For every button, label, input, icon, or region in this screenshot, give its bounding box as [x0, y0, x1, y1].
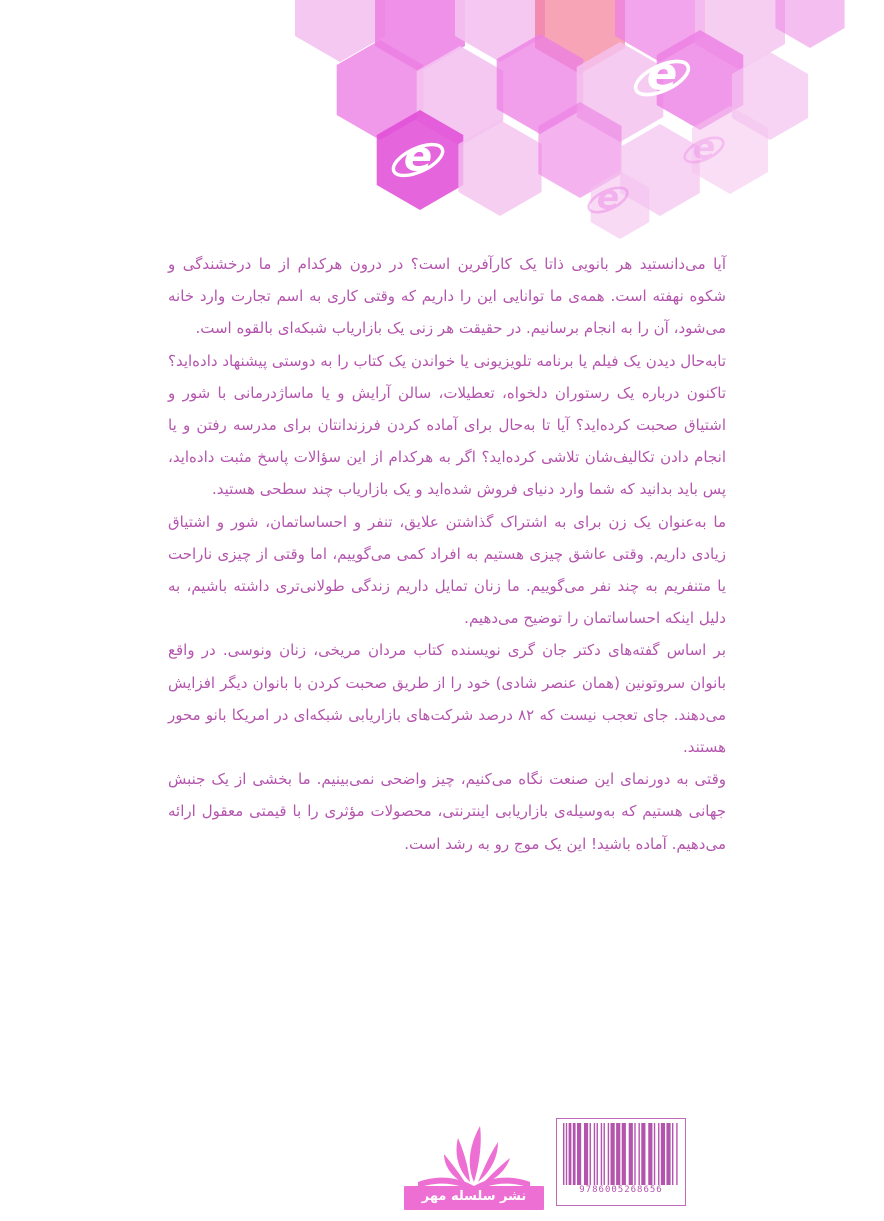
barcode-bar	[641, 1123, 645, 1185]
paragraph-1: آیا می‌دانستید هر بانویی ذاتا یک کارآفرین است؟ در درون هرکدام از ما درخشندگی و شکوه نهفته است. همه‌ی ما توانایی این را داریم که وقتی کاری به اسم تجارت وارد خانه می‌شود، آن را به انجام برسانیم. در حقیقت هر زنی یک بازاریاب شبکه‌ای بالقوه است.	[168, 255, 726, 338]
barcode-bars	[563, 1123, 679, 1185]
barcode-bar	[594, 1123, 595, 1185]
barcode-bar	[654, 1123, 655, 1185]
svg-text:e: e	[692, 127, 716, 167]
barcode-bar	[622, 1123, 626, 1185]
barcode-bar	[676, 1123, 677, 1185]
barcode-bar	[608, 1123, 609, 1185]
isbn-barcode	[556, 1118, 686, 1206]
barcode-bar	[563, 1123, 564, 1185]
hexagon-tile	[775, 0, 844, 48]
barcode-bar	[577, 1123, 581, 1185]
barcode-bar	[604, 1123, 605, 1185]
barcode-bar	[672, 1123, 673, 1185]
barcode-bar	[616, 1123, 620, 1185]
barcode-bar	[566, 1123, 567, 1185]
barcode-bar	[629, 1123, 633, 1185]
barcode-bar	[611, 1123, 615, 1185]
paragraph-4: بر اساس گفته‌های دکتر جان گری نویسنده کتاب مردان مریخی، زنان ونوسی. در واقع بانوان سروتونین (همان عنصر شادی) خود را از طریق صحبت کردن با بانوان دیگر افزایش می‌دهند. جای تعجب نیست که ۸۲ درصد شرکت‌های بازاریابی شبکه‌ای در امریکا بانو محور هستند.	[168, 641, 726, 757]
publisher-name: نشر سلسله مهر	[421, 1189, 527, 1204]
cover-hexagon-pattern	[0, 0, 884, 240]
barcode-bar	[661, 1123, 665, 1185]
barcode-bar	[666, 1123, 670, 1185]
barcode-bar	[638, 1123, 639, 1185]
barcode-bar	[648, 1123, 652, 1185]
paragraph-5: وقتی به دورنمای این صنعت نگاه می‌کنیم، چیز واضحی نمی‌بینیم. ما بخشی از یک جنبش جهانی هستیم که به‌وسیله‌ی بازاریابی اینترنتی، محصولات مؤثری را با قیمتی معقول ارائه می‌دهیم. آماده باشید! این یک موج رو به رشد است.	[168, 770, 726, 853]
barcode-bar	[573, 1123, 576, 1185]
svg-text:e: e	[646, 47, 678, 101]
svg-text:e: e	[403, 131, 433, 181]
barcode-digits: 9786005268656	[579, 1185, 663, 1195]
barcode-bar	[584, 1123, 588, 1185]
barcode-bar	[597, 1123, 598, 1185]
svg-text:e: e	[596, 177, 620, 217]
barcode-bar	[634, 1123, 635, 1185]
barcode-bar	[601, 1123, 602, 1185]
barcode-bar	[590, 1123, 591, 1185]
paragraph-2: تابه‌حال دیدن یک فیلم یا برنامه تلویزیونی یا خواندن یک کتاب را به دوستی پیشنهاد داده‌اید؟ تاکنون درباره یک رستوران دلخواه، تعطیلات، سالن آرایش و یا ماساژدرمانی با شور و اشتیاق صحبت کرده‌اید؟ آیا تا به‌حال برای آماده کردن فرزندانتان برای مدرسه رفتن و یا انجام دادن تکالیف‌شان تلاشی کرده‌اید؟ اگر به هرکدام از این سؤالات پاسخ مثبت داده‌اید، پس باید بدانید که شما وارد دنیای فروش شده‌اید و یک بازاریاب چند سطحی هستید.	[168, 351, 726, 499]
back-cover-text	[168, 248, 726, 860]
barcode-bar	[658, 1123, 659, 1185]
barcode-bar	[569, 1123, 572, 1185]
paragraph-3: ما به‌عنوان یک زن برای به اشتراک گذاشتن علایق، تنفر و احساساتمان، شور و اشتیاق زیادی داریم. وقتی عاشق چیزی هستیم به افراد کمی می‌گوییم، اما وقتی از چیزی ناراحت یا متنفریم به چند نفر می‌گوییم. ما زنان تمایل داریم زندگی طولانی‌تری داشته باشیم، به دلیل اینکه احساساتمان را توضیح می‌دهیم.	[168, 512, 726, 628]
